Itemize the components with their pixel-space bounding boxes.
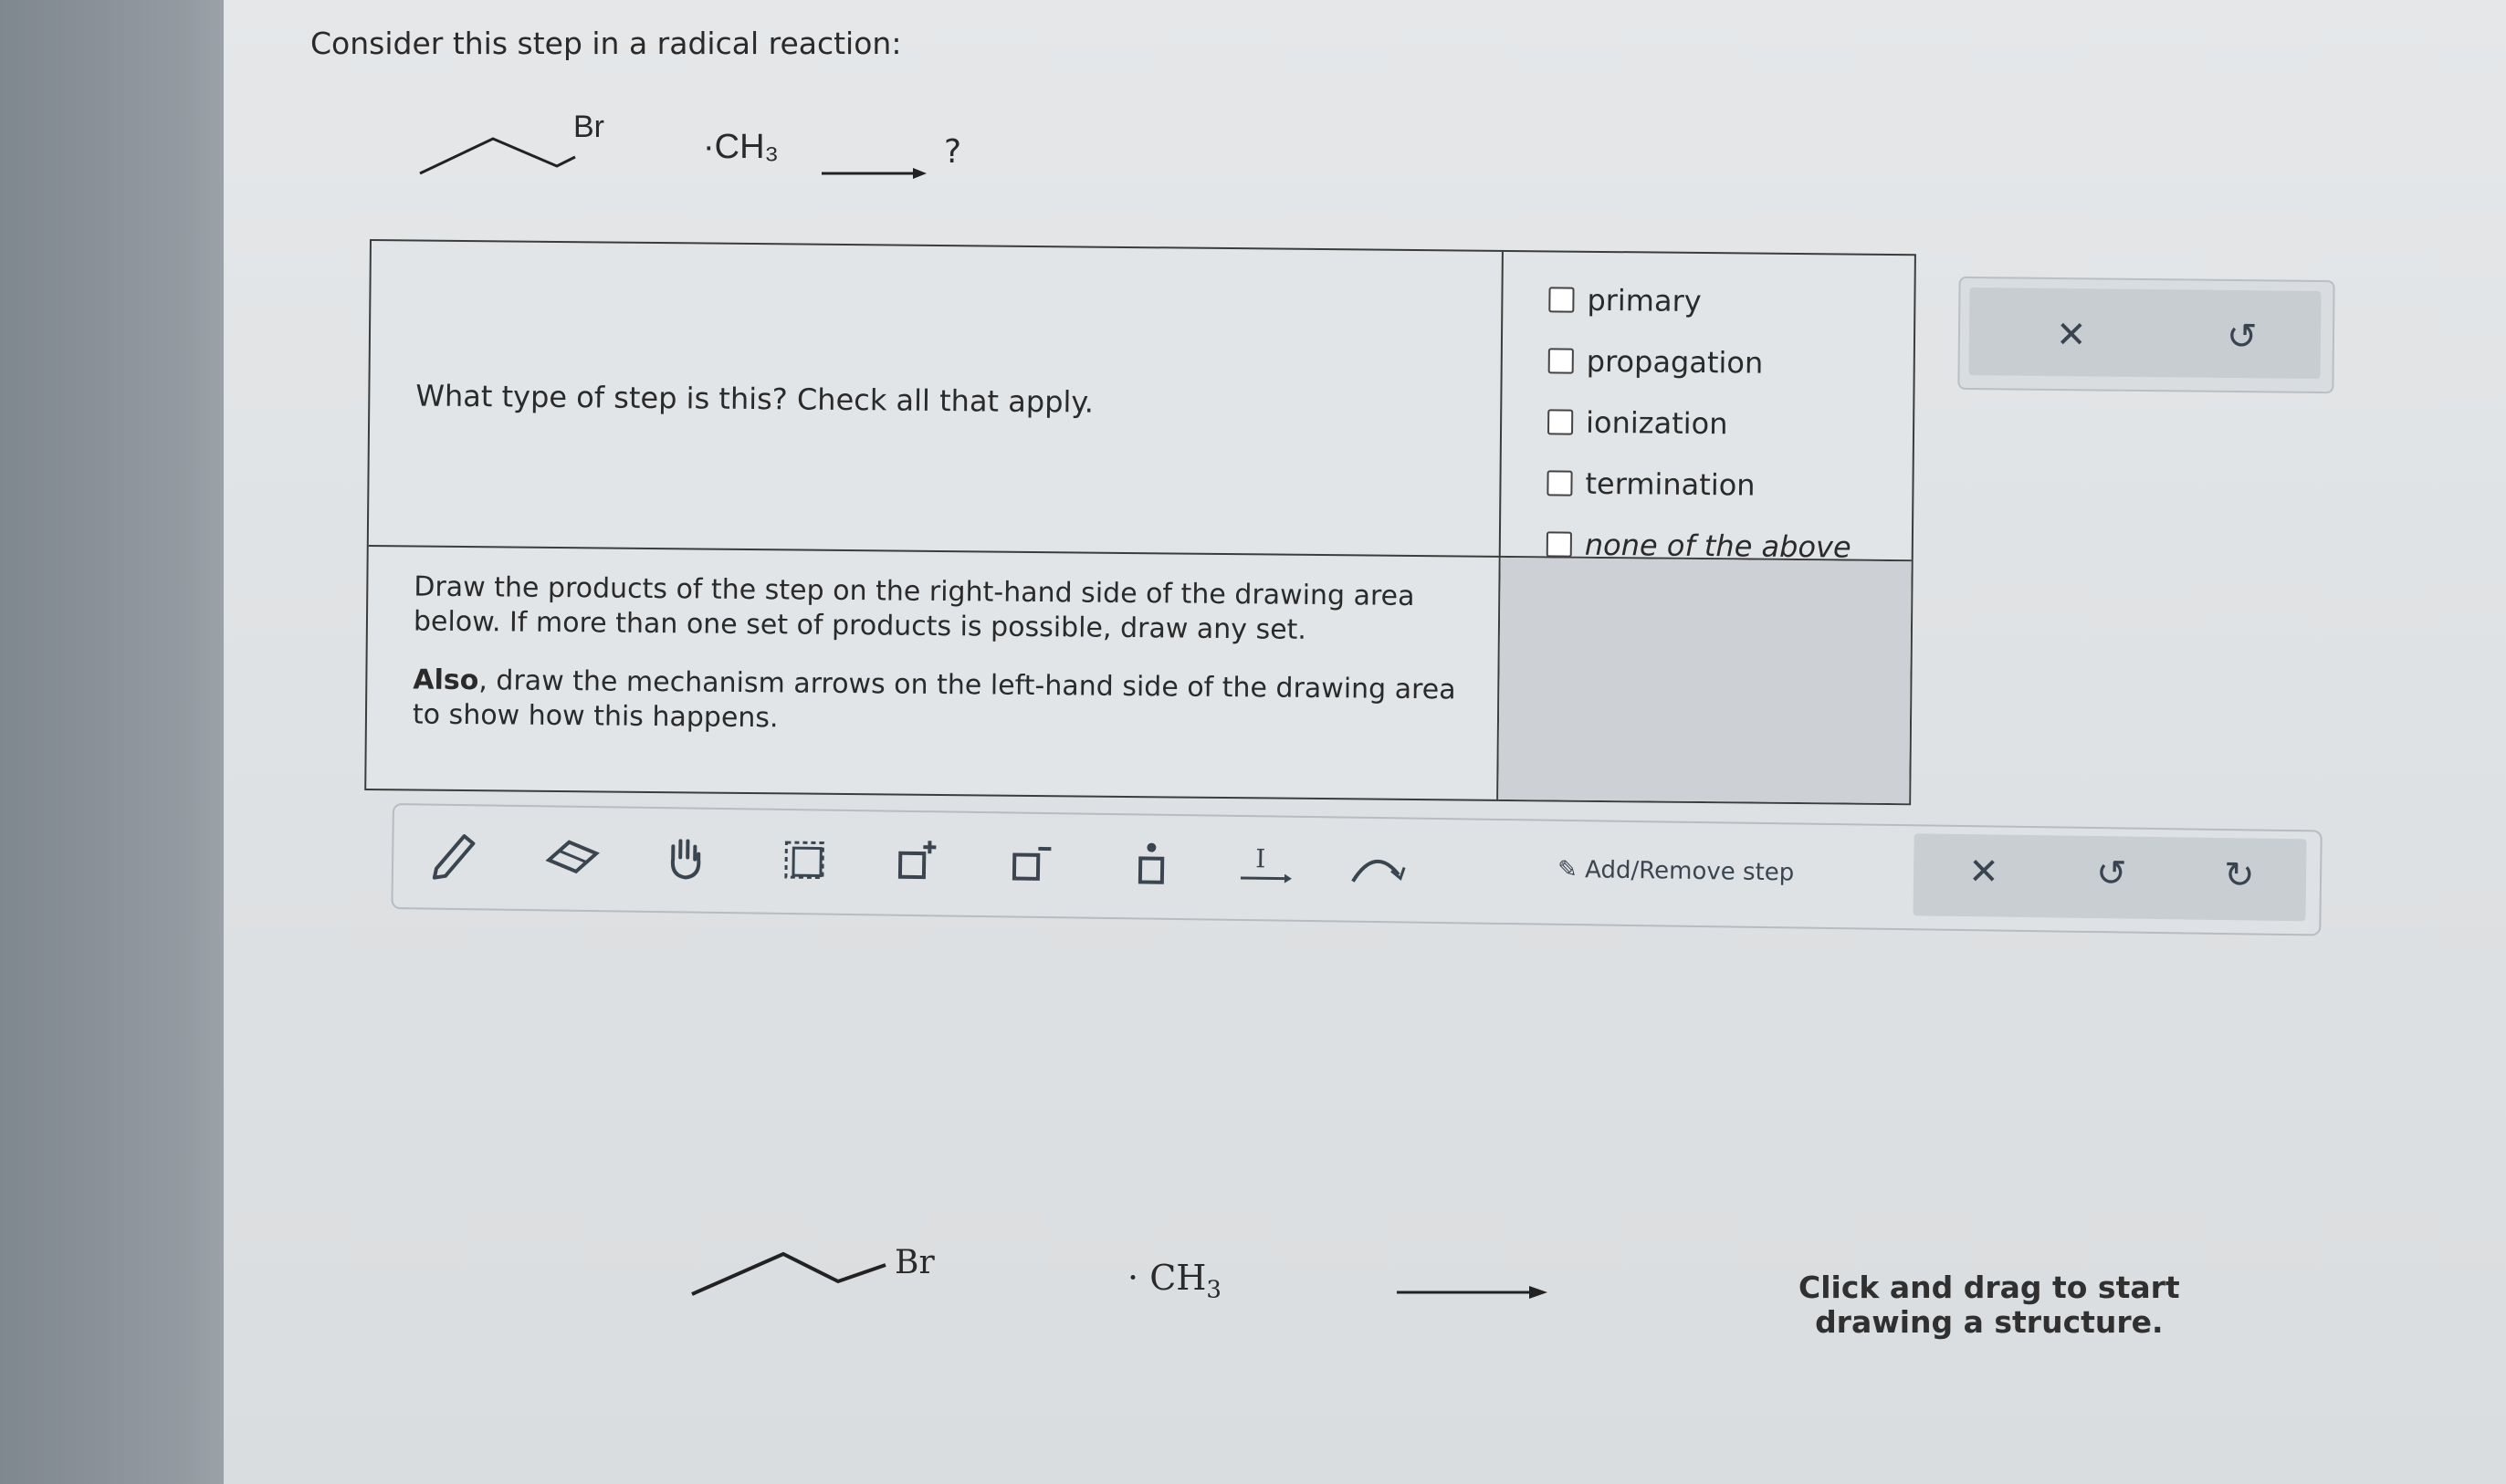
instruction-products: Draw the products of the step on the right-hand side of the drawing area below. If more than one set of products is possible, draw any set. xyxy=(413,570,1415,646)
hand-icon[interactable] xyxy=(654,825,718,890)
add-remove-step-button[interactable] xyxy=(1557,856,1795,887)
undo-icon[interactable]: ↺ xyxy=(2095,852,2127,895)
option-label: ionization xyxy=(1585,404,1728,441)
canvas-bromine-label: Br xyxy=(895,1244,935,1281)
option-propagation[interactable] xyxy=(1547,329,1852,393)
step-type-options xyxy=(1547,268,1854,577)
clear-drawing-icon[interactable]: ✕ xyxy=(1967,851,1999,894)
radical-main: CH xyxy=(1149,1258,1207,1298)
drawing-controls-bar xyxy=(1913,833,2306,921)
option-label: propagation xyxy=(1586,343,1764,381)
draw-instructions xyxy=(413,570,1464,766)
redo-icon[interactable]: ↻ xyxy=(2223,854,2255,897)
checkbox[interactable] xyxy=(1548,348,1574,373)
select-icon[interactable] xyxy=(772,827,837,892)
radical-subscript: 3 xyxy=(1206,1276,1222,1304)
hint-line-2: drawing a structure. xyxy=(1815,1304,2164,1340)
edit-icon: ✎ xyxy=(1557,855,1578,884)
hint-line-1: Click and drag to start xyxy=(1798,1270,2180,1305)
answer-controls xyxy=(1957,277,2334,393)
radical-dot: · xyxy=(1127,1258,1139,1298)
option-primary[interactable] xyxy=(1548,268,1853,332)
text-icon[interactable] xyxy=(1233,833,1298,898)
question-table xyxy=(364,239,1916,805)
pencil-icon[interactable] xyxy=(421,821,486,886)
checkbox[interactable] xyxy=(1547,409,1573,434)
option-label: termination xyxy=(1585,465,1756,503)
plus-charge-icon[interactable] xyxy=(886,829,951,894)
step-type-question: What type of step is this? Check all that apply. xyxy=(415,378,1095,420)
canvas-reaction-skeleton xyxy=(639,1214,1552,1396)
canvas-methyl-radical-label xyxy=(1127,1258,1222,1304)
option-termination[interactable] xyxy=(1547,452,1851,516)
clear-answer-icon[interactable]: ✕ xyxy=(2055,313,2087,357)
curved-arrow-icon[interactable] xyxy=(1347,835,1412,900)
radical-icon[interactable] xyxy=(1119,831,1184,896)
checkbox[interactable] xyxy=(1547,470,1572,496)
unknown-product: ? xyxy=(944,133,962,171)
checkbox[interactable] xyxy=(1548,287,1574,312)
option-none-of-the-above[interactable] xyxy=(1547,513,1851,577)
question-prompt: Consider this step in a radical reaction: xyxy=(310,26,902,61)
instruction-mechanism-text: , draw the mechanism arrows on the left-hand side of the drawing area to show how this happens. xyxy=(412,664,1456,735)
drawing-canvas[interactable] xyxy=(639,1214,2282,1396)
reactant-bromine-label: Br xyxy=(573,110,604,144)
minus-charge-icon[interactable] xyxy=(1001,830,1065,894)
instruction-also: Also xyxy=(413,664,479,697)
checkbox[interactable] xyxy=(1547,531,1572,557)
instruction-mechanism xyxy=(413,663,1463,742)
canvas-hint xyxy=(1798,1270,2180,1340)
svg-text:I: I xyxy=(1255,843,1266,874)
option-ionization[interactable] xyxy=(1547,391,1852,455)
empty-cell xyxy=(1498,558,1912,803)
reactant-skeleton xyxy=(402,100,986,201)
add-remove-step-label: Add/Remove step xyxy=(1584,856,1795,887)
answer-controls-bar xyxy=(1969,287,2322,379)
reaction-header xyxy=(402,100,986,201)
option-label: none of the above xyxy=(1584,527,1851,565)
methyl-radical-label: ·CH₃ xyxy=(703,128,780,166)
undo-icon[interactable]: ↺ xyxy=(2226,315,2258,359)
eraser-icon[interactable] xyxy=(540,823,604,888)
option-label: primary xyxy=(1587,282,1702,319)
